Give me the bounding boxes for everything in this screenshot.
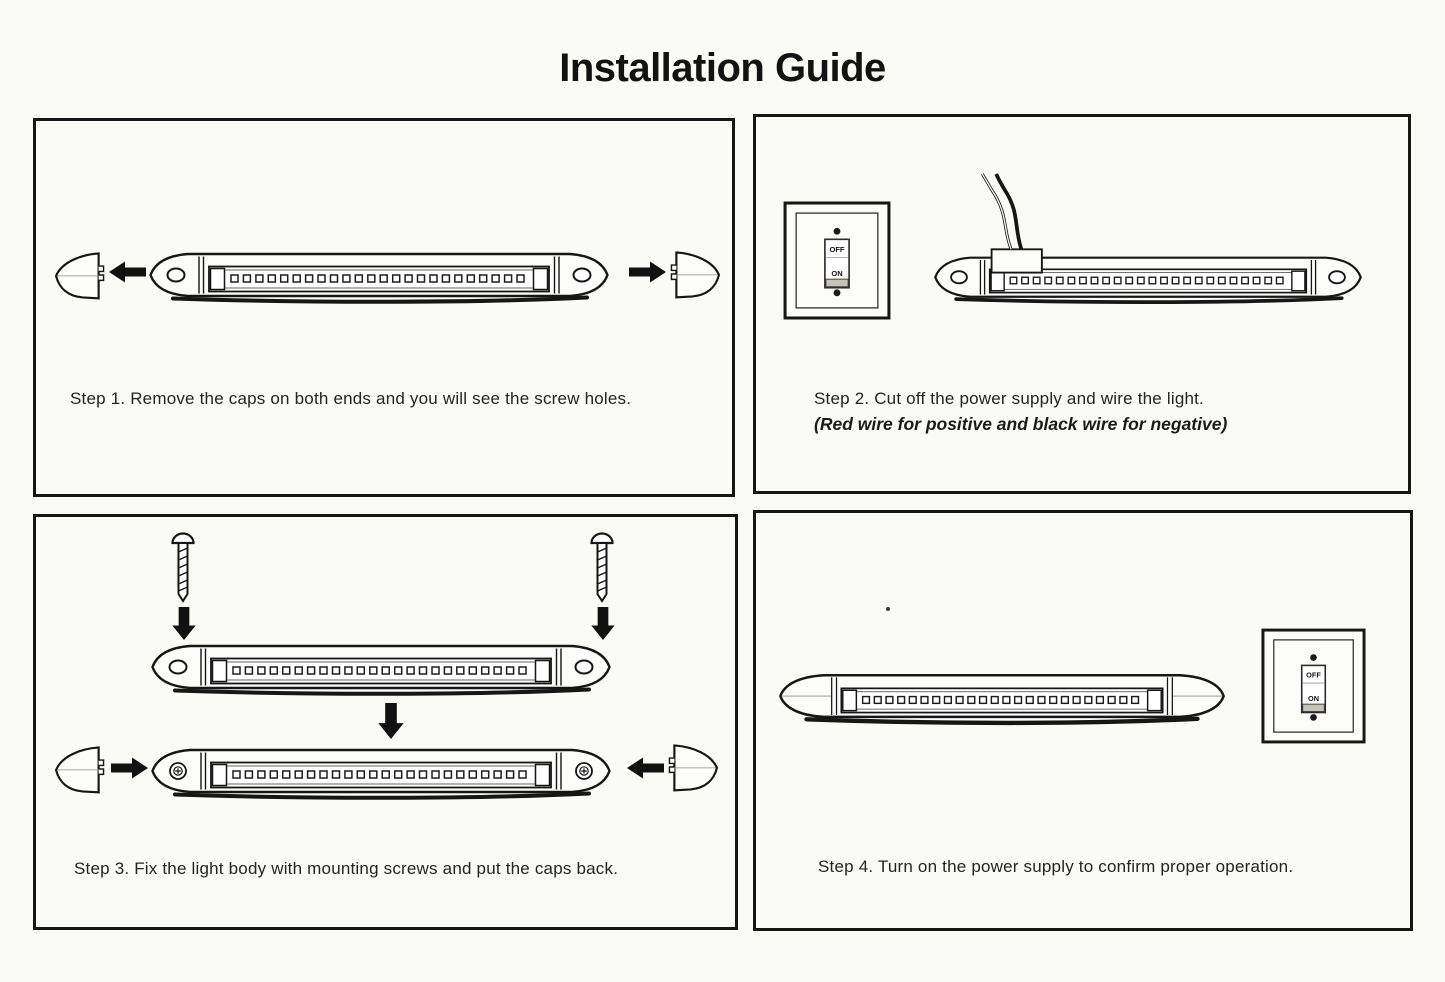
light-bar-screwed: [148, 743, 614, 805]
panel-step2: [753, 114, 1411, 494]
light-bar-with-wires: [932, 171, 1364, 309]
arrow-down-icon: [172, 607, 196, 641]
wire-junction-box: [992, 249, 1042, 272]
wall-switch: [1261, 628, 1366, 744]
end-cap-left: [51, 249, 105, 301]
panel-step3: [33, 514, 738, 930]
step2-caption: Step 2. Cut off the power supply and wire the light.: [814, 389, 1204, 408]
panel-step1: [33, 118, 735, 497]
step2-note: (Red wire for positive and black wire for negative): [814, 414, 1228, 434]
arrow-right-icon: [110, 757, 150, 779]
light-bar-open: [148, 639, 614, 701]
end-cap-right: [668, 741, 722, 793]
page-title: Installation Guide: [559, 46, 886, 90]
arrow-left-icon: [108, 261, 148, 283]
light-bar-open: [146, 247, 612, 309]
wire-red-outline: [982, 174, 1011, 249]
end-cap-right: [670, 248, 724, 300]
panel-step4: [753, 510, 1413, 931]
step1-caption: Step 1. Remove the caps on both ends and you will see the screw holes.: [70, 389, 632, 408]
arrow-right-icon: [628, 261, 668, 283]
end-cap-left: [51, 743, 105, 795]
wall-switch: [783, 201, 891, 320]
mounting-screw-right: [588, 531, 616, 605]
arrow-left-icon: [626, 757, 666, 779]
step3-caption: Step 3. Fix the light body with mounting screws and put the caps back.: [74, 859, 619, 878]
mounting-screw-left: [169, 531, 197, 605]
scan-speck: [886, 607, 890, 611]
step4-caption: Step 4. Turn on the power supply to confirm proper operation.: [818, 857, 1294, 876]
arrow-down-icon: [591, 607, 615, 641]
arrow-down-icon: [378, 703, 404, 740]
light-bar-assembled: [776, 669, 1228, 729]
